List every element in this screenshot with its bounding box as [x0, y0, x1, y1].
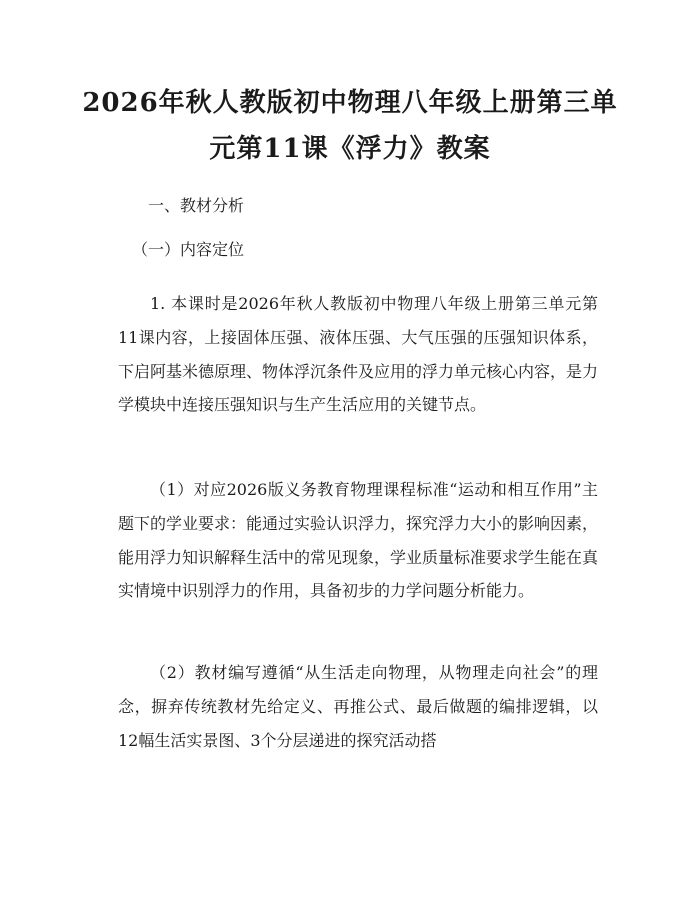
paragraph-1: 1. 本课时是2026年秋人教版初中物理八年级上册第三单元第11课内容，上接固体压强、液体压强、大气压强的压强知识体系，下启阿基米德原理、物体浮沉条件及应用的浮力单元核心内容，是力学模块中连接压强知识与生产生活应用的关键节点。: [118, 294, 599, 415]
paragraph-2: （1）对应2026版义务教育物理课程标准“运动和相互作用”主题下的学业要求：能通过实验认识浮力，探究浮力大小的影响因素，能用浮力知识解释生活中的常见现象，学业质量标准要求学生能在真实情境中识别浮力的作用，具备初步的力学问题分析能力。: [118, 480, 599, 601]
subsection-heading: （一）内容定位: [132, 240, 245, 259]
paragraph-3: （2）教材编写遵循“从生活走向物理，从物理走向社会”的理念，摒弃传统教材先给定义、再推公式、最后做题的编排逻辑，以12幅生活实景图、3个分层递进的探究活动搭: [118, 663, 598, 750]
document-title-line-1: 2026年秋人教版初中物理八年级上册第三单: [82, 88, 618, 118]
section-heading: 一、教材分析: [148, 196, 245, 215]
document-title-line-2: 元第11课《浮力》教案: [209, 134, 491, 164]
